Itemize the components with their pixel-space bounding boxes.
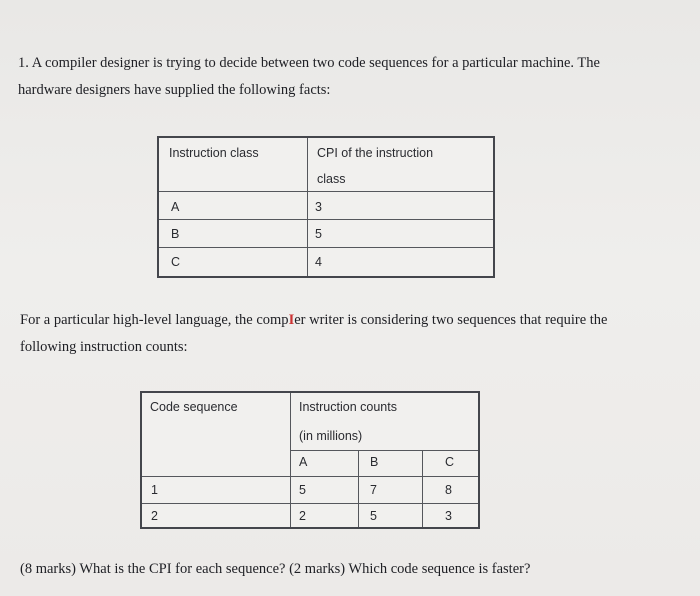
cpi-table-header-cpi-cont: class — [317, 172, 346, 186]
count-table-header-counts-cont: (in millions) — [299, 429, 363, 443]
count-table-header-counts: Instruction counts — [299, 400, 397, 414]
count-table-header-rule — [142, 476, 478, 477]
count-table-col-divider — [422, 450, 423, 527]
question-middle-text-b: er writer is considering two sequences that require the — [294, 312, 608, 328]
count-table-seq-cell: 1 — [151, 483, 158, 497]
cpi-table-header-rule — [159, 191, 493, 192]
cpi-table-row-rule — [159, 247, 493, 248]
count-table-count-cell: 3 — [445, 509, 452, 523]
cpi-table-cpi-cell: 4 — [315, 255, 322, 269]
cpi-table-row-rule — [159, 219, 493, 220]
count-table-count-cell: 2 — [299, 509, 306, 523]
cpi-table-header-class: Instruction class — [169, 146, 259, 160]
cpi-table-header-cpi: CPI of the instruction — [317, 146, 434, 160]
count-table-divider — [290, 393, 291, 527]
text-cursor-icon: I — [288, 312, 295, 328]
count-table-col-label: A — [299, 455, 308, 469]
count-table-header-seq: Code sequence — [150, 400, 238, 414]
cpi-table-cpi-cell: 3 — [315, 200, 322, 214]
count-table-count-cell: 8 — [445, 483, 452, 497]
cpi-table-cpi-cell: 5 — [315, 227, 322, 241]
question-middle — [20, 307, 690, 361]
count-table — [140, 391, 480, 529]
count-table-row-rule — [142, 503, 478, 504]
count-table-count-cell: 5 — [299, 483, 306, 497]
cpi-table-divider — [307, 138, 308, 276]
cpi-table — [157, 136, 495, 278]
cpi-table-class-cell: C — [171, 255, 181, 269]
question-middle-text-a: For a particular high-level language, the comp — [20, 312, 289, 328]
question-final: (8 marks) What is the CPI for each sequence? (2 marks) Which code sequence is faster? — [20, 561, 531, 577]
question-middle-line-1 — [20, 307, 690, 334]
cpi-table-class-cell: B — [171, 227, 180, 241]
count-table-count-cell: 7 — [370, 483, 377, 497]
count-table-col-label: C — [445, 455, 455, 469]
count-table-count-cell: 5 — [370, 509, 377, 523]
cpi-table-class-cell: A — [171, 200, 180, 214]
count-table-col-divider — [358, 450, 359, 527]
count-table-seq-cell: 2 — [151, 509, 158, 523]
count-table-col-label: B — [370, 455, 379, 469]
question-middle-line-2: following instruction counts: — [20, 339, 188, 355]
question-intro — [18, 50, 688, 104]
question-intro-line-1: 1. A compiler designer is trying to decide between two code sequences for a particular machine. The — [18, 55, 600, 71]
question-intro-line-2: hardware designers have supplied the following facts: — [18, 82, 331, 98]
count-table-subheader-rule — [290, 450, 478, 451]
